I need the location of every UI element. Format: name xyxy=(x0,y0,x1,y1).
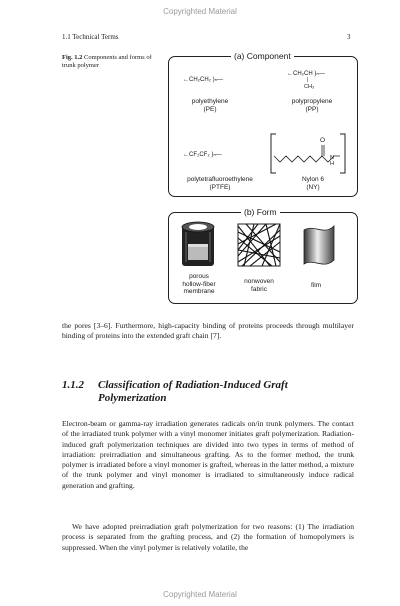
nylon6-nh-label: N H xyxy=(330,155,334,167)
nylon6-oxygen-label: O xyxy=(320,137,326,144)
film-icon xyxy=(298,220,338,270)
pe-abbr: (PE) xyxy=(203,106,217,113)
hollow-fiber-membrane-icon xyxy=(178,220,218,270)
pp-formula: ←CH₂CH )ₙ— xyxy=(287,71,325,77)
page-number: 3 xyxy=(347,33,351,41)
form-panel-title: (b) Form xyxy=(241,207,280,217)
paragraph-preirradiation: We have adopted preirradiation graft polymerization for two reasons: (1) The irradiation process is separated from the grafting process, and (2) the formation of homopolymers is suppressed. When the vinyl polymer is relatively volatile, the xyxy=(62,522,354,552)
ptfe-formula: ←CF₂CF₂ )ₙ— xyxy=(183,152,222,158)
form-label-hollow-fiber: porous hollow-fiber membrane xyxy=(182,273,216,295)
pp-name: polypropylene xyxy=(291,98,333,105)
nylon6-name: Nylon 6 xyxy=(301,176,325,183)
ptfe-name: polytetrafluoroethylene xyxy=(187,176,253,183)
form-label-nonwoven: nonwoven fabric xyxy=(244,278,274,293)
component-panel-title: (a) Component xyxy=(231,51,294,61)
pp-side-label: CH₃ xyxy=(304,84,315,90)
section-number: 1.1.2 xyxy=(62,379,84,391)
section-heading xyxy=(62,379,354,405)
section-title-line1: Classification of Radiation-Induced Graft xyxy=(98,379,288,391)
figure-label: Fig. 1.2 xyxy=(62,54,83,61)
paragraph-irradiation: Electron-beam or gamma-ray irradiation generates radicals on/in trunk polymers. The contact of the irradiated trunk polymer with a vinyl monomer initiates graft polymerization. Radiation-induced graft polymerization techniques are divided into two types in terms of method of irradiation: preirradiation and simultaneous grafting. As to the former method, the trunk polymer is irradiated before a vinyl monomer is grafted, whereas in the latter method, a mixture of the trunk polymer and vinyl monomer is irradiated to simultaneously induce radical generation and grafting. xyxy=(62,419,354,490)
section-title-line2: Polymerization xyxy=(98,392,167,404)
pe-name: polyethylene xyxy=(191,98,229,105)
pp-side-group: | xyxy=(307,77,309,83)
figure-caption xyxy=(62,54,160,70)
watermark-bottom: Copyrighted Material xyxy=(163,590,237,599)
watermark-top: Copyrighted Material xyxy=(163,7,237,16)
pe-formula: ←CH₂CH₂ )ₙ— xyxy=(183,77,224,83)
nylon6-structure xyxy=(268,128,348,178)
form-label-film: film xyxy=(310,282,322,289)
ptfe-abbr: (PTFE) xyxy=(209,184,231,191)
running-header-section: 1.1 Technical Terms xyxy=(62,33,119,41)
figure-caption-text: Components and forms of trunk polymer xyxy=(62,54,152,69)
nonwoven-fabric-icon xyxy=(236,222,282,268)
nylon6-abbr: (NY) xyxy=(306,184,320,191)
paragraph-pores: the pores [3–6]. Furthermore, high-capacity binding of proteins proceeds through multilayer binding of proteins into the extended graft chain [7]. xyxy=(62,321,354,341)
pp-abbr: (PP) xyxy=(305,106,319,113)
